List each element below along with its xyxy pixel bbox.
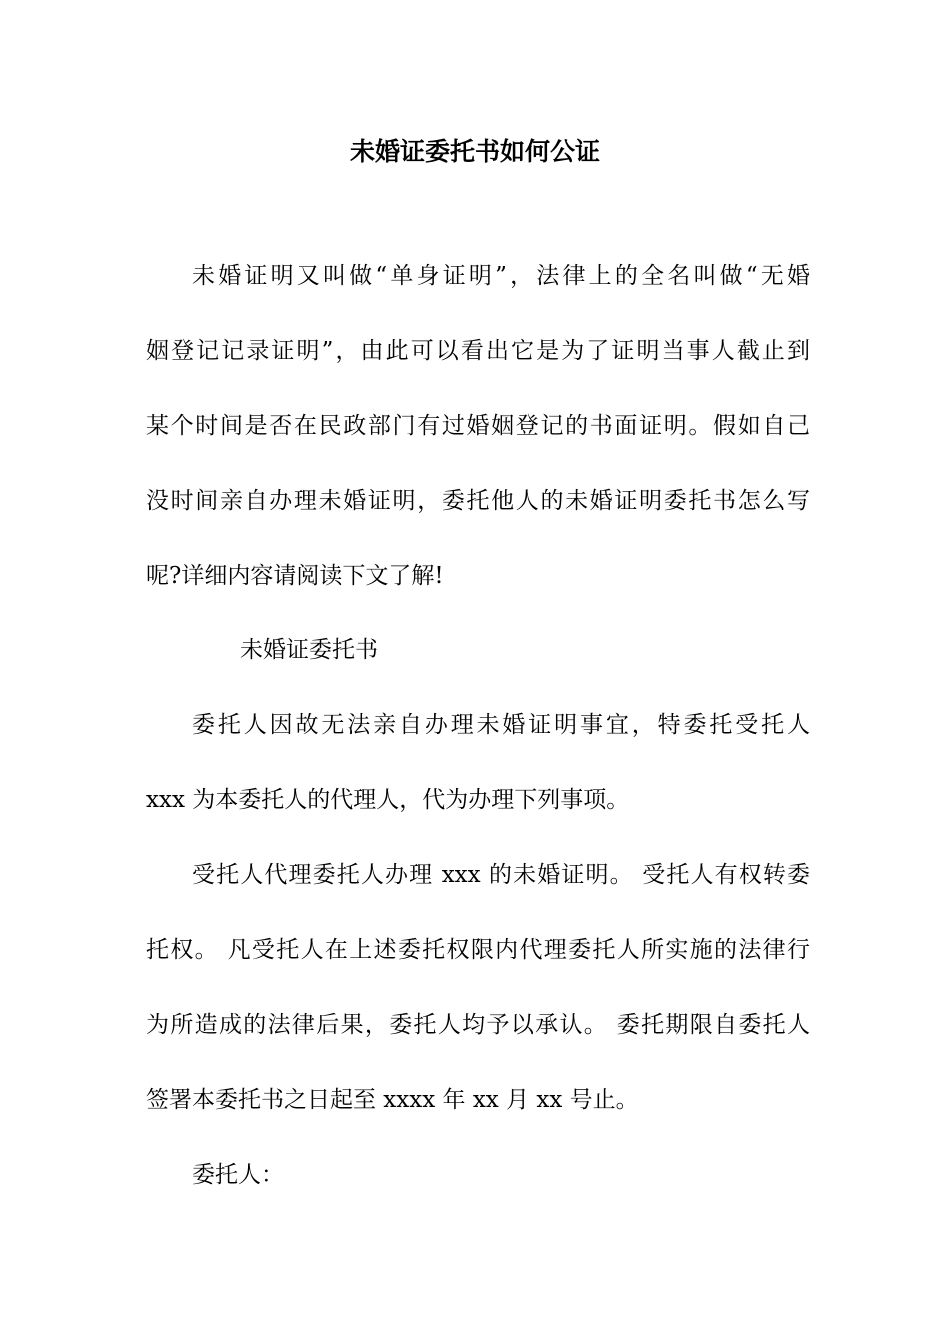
paragraph-1-line-1: 未婚证明又叫做“单身证明”，法律上的全名叫做“无婚 [192,263,810,289]
paragraph-3-line-4: 签署本委托书之日起至 xxxx 年 xx 月 xx 号止。 [146,1087,639,1113]
paragraph-1-line-5: 呢?详细内容请阅读下文了解! [146,563,444,589]
section-heading: 未婚证委托书 [240,637,378,663]
signature-label: 委托人： [192,1162,284,1188]
paragraph-2-line-2: xxx 为本委托人的代理人，代为办理下列事项。 [146,787,630,813]
paragraph-3-line-3: 为所造成的法律后果，委托人均予以承认。 委托期限自委托人 [146,1012,810,1038]
paragraph-1-line-2: 姻登记记录证明”，由此可以看出它是为了证明当事人截止到 [146,338,810,364]
paragraph-1-line-4: 没时间亲自办理未婚证明，委托他人的未婚证明委托书怎么写 [146,488,810,514]
paragraph-3-line-2: 托权。 凡受托人在上述委托权限内代理委托人所实施的法律行 [146,937,810,963]
paragraph-3-line-1: 受托人代理委托人办理 xxx 的未婚证明。 受托人有权转委 [192,862,810,888]
paragraph-1-line-3: 某个时间是否在民政部门有过婚姻登记的书面证明。假如自己 [146,413,810,439]
paragraph-2-line-1: 委托人因故无法亲自办理未婚证明事宜，特委托受托人 [192,712,810,738]
document-title: 未婚证委托书如何公证 [349,137,600,166]
